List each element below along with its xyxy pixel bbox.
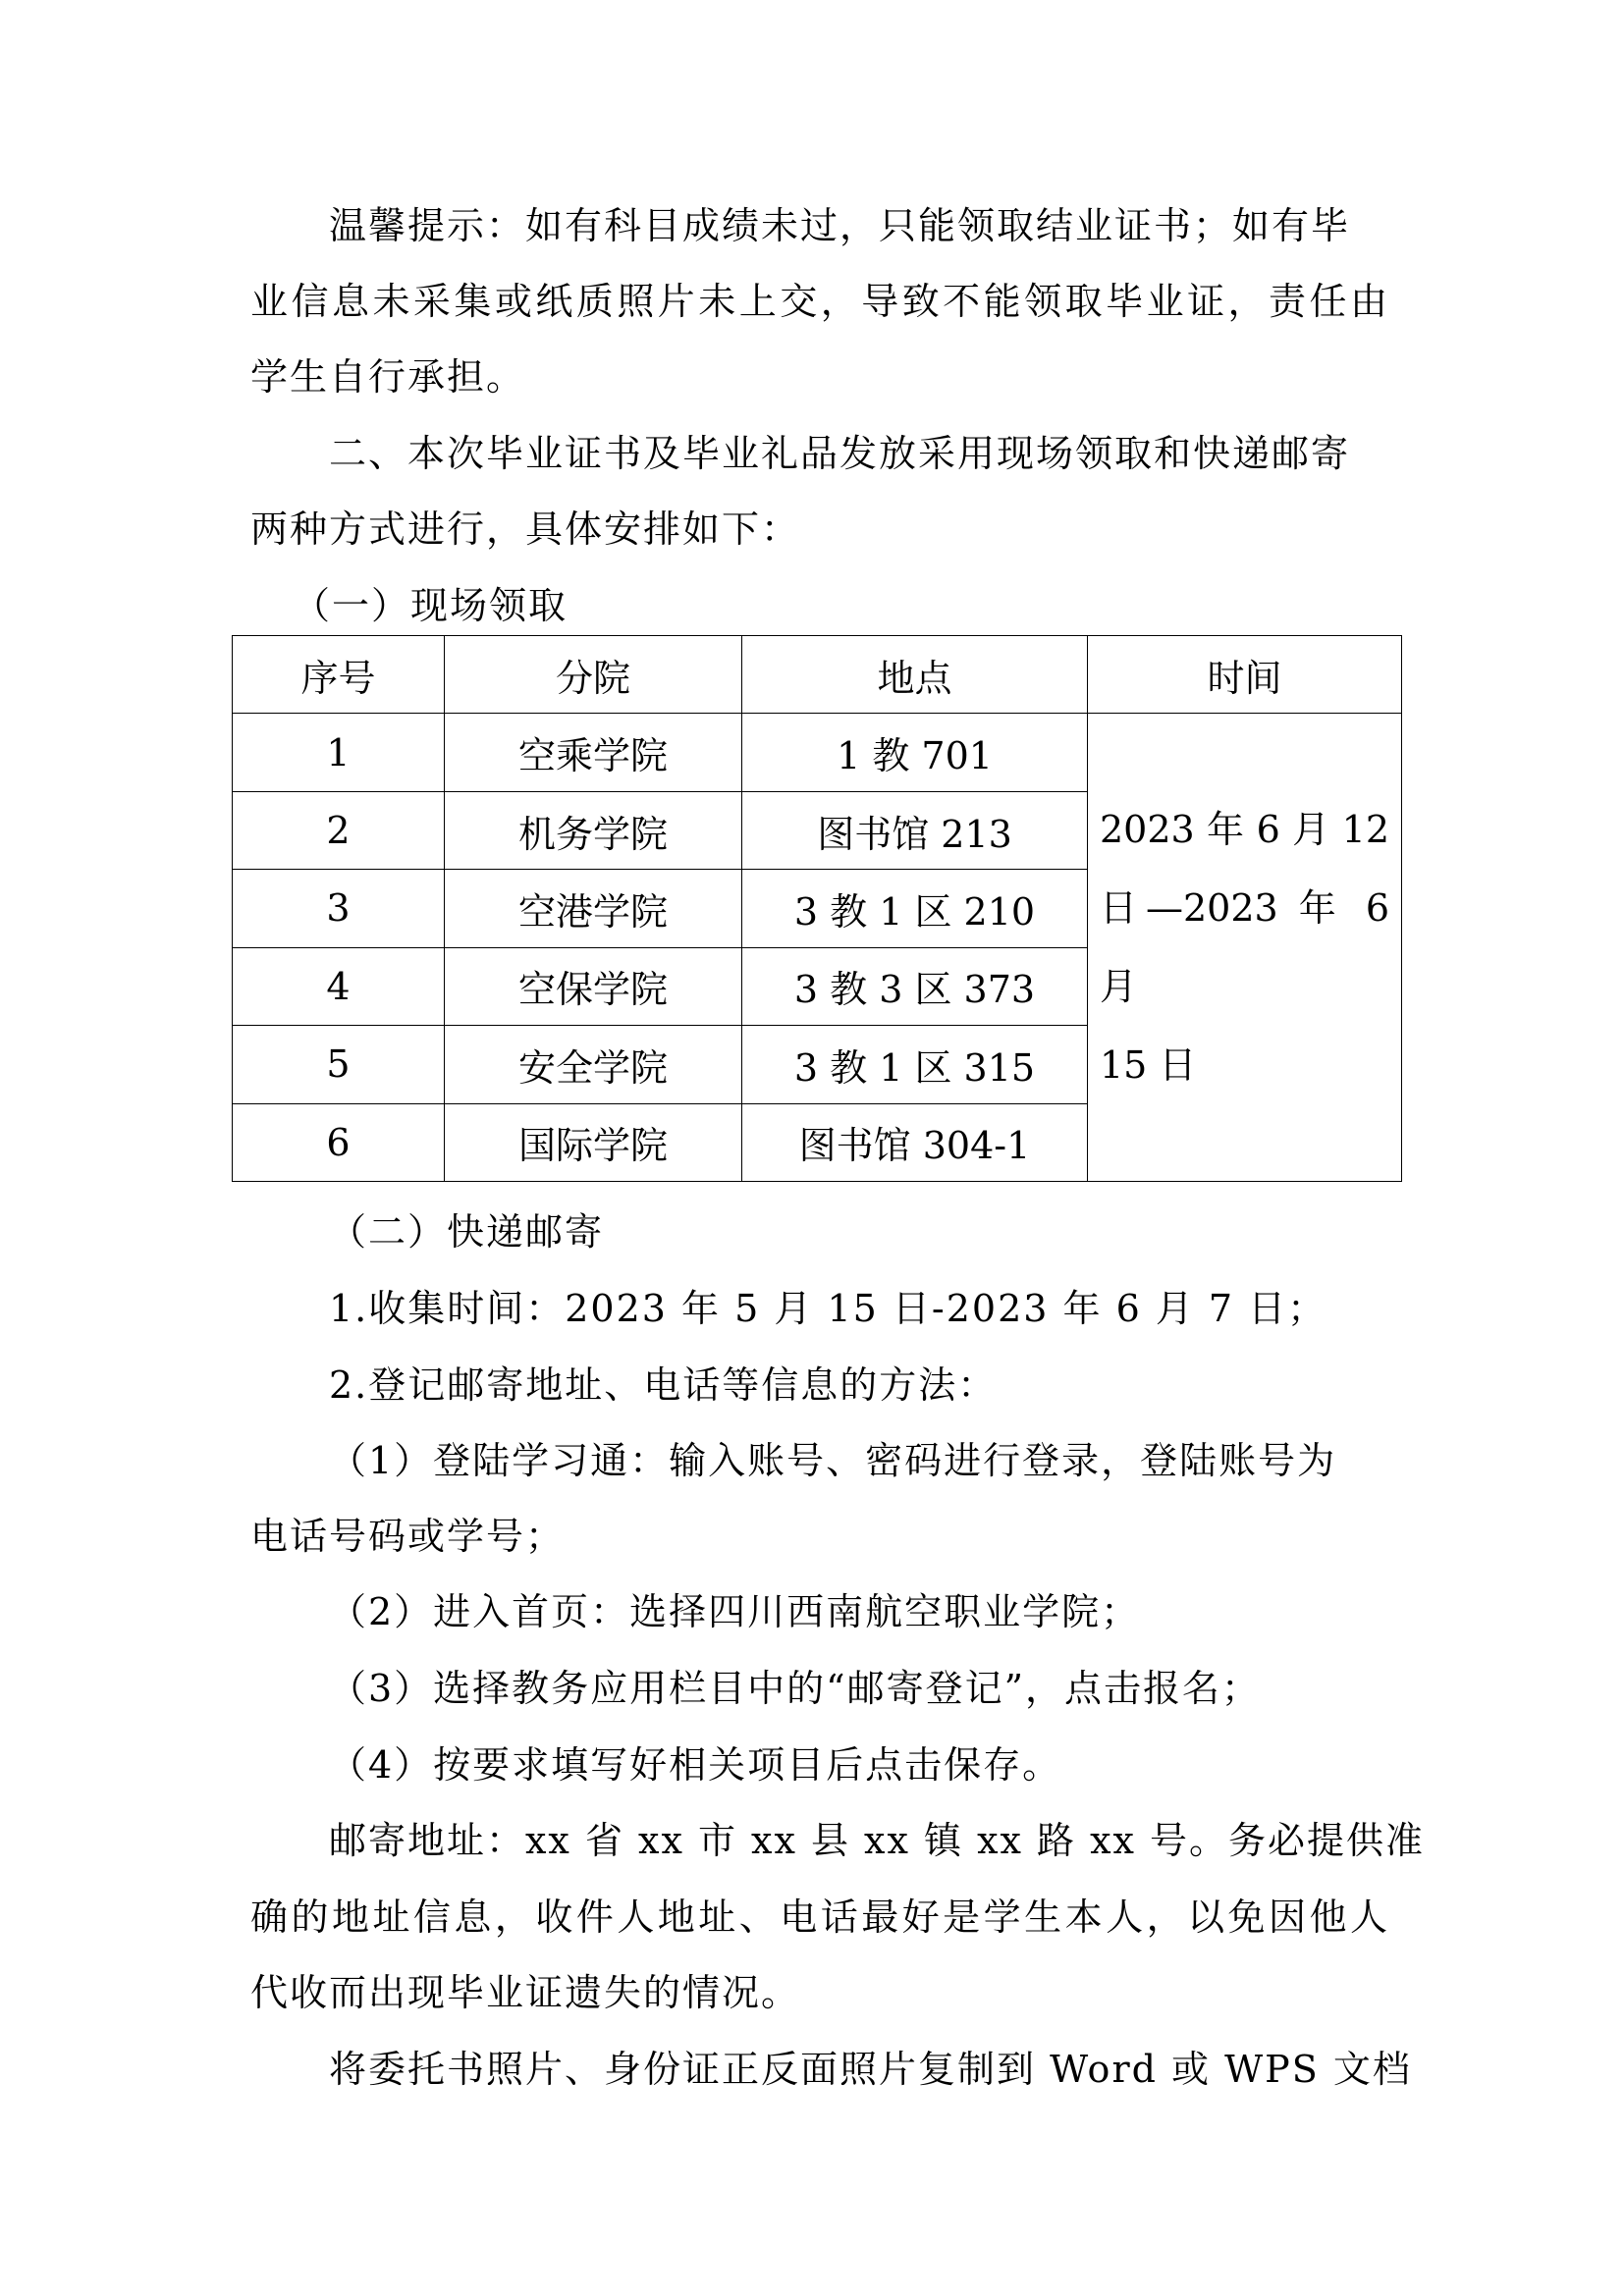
tip-line-1: 温馨提示：如有科目成绩未过，只能领取结业证书；如有毕 [329,204,1351,247]
row-college: 空乘学院 [445,714,742,791]
row-place: 图书馆 213 [742,791,1088,869]
step-1-line-2: 电话号码或学号； [250,1515,566,1558]
address-line-2: 确的地址信息，收件人地址、电话最好是学生本人，以免因他人 [250,1896,1389,1939]
row-place: 3 教 3 区 373 [742,947,1088,1025]
row-no: 1 [233,714,445,791]
collection-time: 1.收集时间：2023 年 5 月 15 日-2023 年 6 月 7 日； [329,1287,1327,1330]
time-line-1: 2023 年 6 月 12 [1100,808,1389,852]
header-place: 地点 [742,636,1088,714]
time-cell [1088,714,1402,1182]
section-1-title: （一）现场领取 [293,584,568,627]
address-line-1: 邮寄地址：xx 省 xx 市 xx 县 xx 镇 xx 路 xx 号。务必提供准 [329,1819,1426,1862]
table-row [233,714,1402,791]
header-no: 序号 [233,636,445,714]
last-paragraph-line: 将委托书照片、身份证正反面照片复制到 Word 或 WPS 文档 [329,2048,1412,2091]
row-place: 1 教 701 [742,714,1088,791]
pickup-schedule-table [232,635,1402,1182]
row-college: 安全学院 [445,1026,742,1103]
row-college: 空保学院 [445,947,742,1025]
step-1-line-1: （1）登陆学习通：输入账号、密码进行登录，登陆账号为 [329,1439,1337,1482]
register-method: 2.登记邮寄地址、电话等信息的方法： [329,1363,998,1407]
header-time: 时间 [1088,636,1402,714]
time-line-2: 日—2023 年 6 月 [1100,886,1389,1009]
row-college: 空港学院 [445,870,742,947]
row-no: 5 [233,1026,445,1103]
methods-intro-line-1: 二、本次毕业证书及毕业礼品发放采用现场领取和快递邮寄 [329,432,1351,475]
address-line-3: 代收而出现毕业证遗失的情况。 [250,1971,801,2014]
row-no: 4 [233,947,445,1025]
row-place: 3 教 1 区 315 [742,1026,1088,1103]
row-place: 3 教 1 区 210 [742,870,1088,947]
time-line-3: 15 日 [1100,1043,1197,1088]
section-2-title: （二）快递邮寄 [329,1210,605,1254]
step-4: （4）按要求填写好相关项目后点击保存。 [329,1743,1062,1787]
step-3: （3）选择教务应用栏目中的“邮寄登记”，点击报名； [329,1667,1262,1710]
row-college: 国际学院 [445,1103,742,1181]
methods-intro-line-2: 两种方式进行，具体安排如下： [250,507,801,551]
header-college: 分院 [445,636,742,714]
tip-line-2: 业信息未采集或纸质照片未上交，导致不能领取毕业证，责任由 [250,280,1389,323]
row-no: 2 [233,791,445,869]
row-place: 图书馆 304-1 [742,1103,1088,1181]
step-2: （2）进入首页：选择四川西南航空职业学院； [329,1590,1141,1633]
row-no: 3 [233,870,445,947]
tip-line-3: 学生自行承担。 [250,355,526,399]
row-no: 6 [233,1103,445,1181]
row-college: 机务学院 [445,791,742,869]
table-header-row [233,636,1402,714]
